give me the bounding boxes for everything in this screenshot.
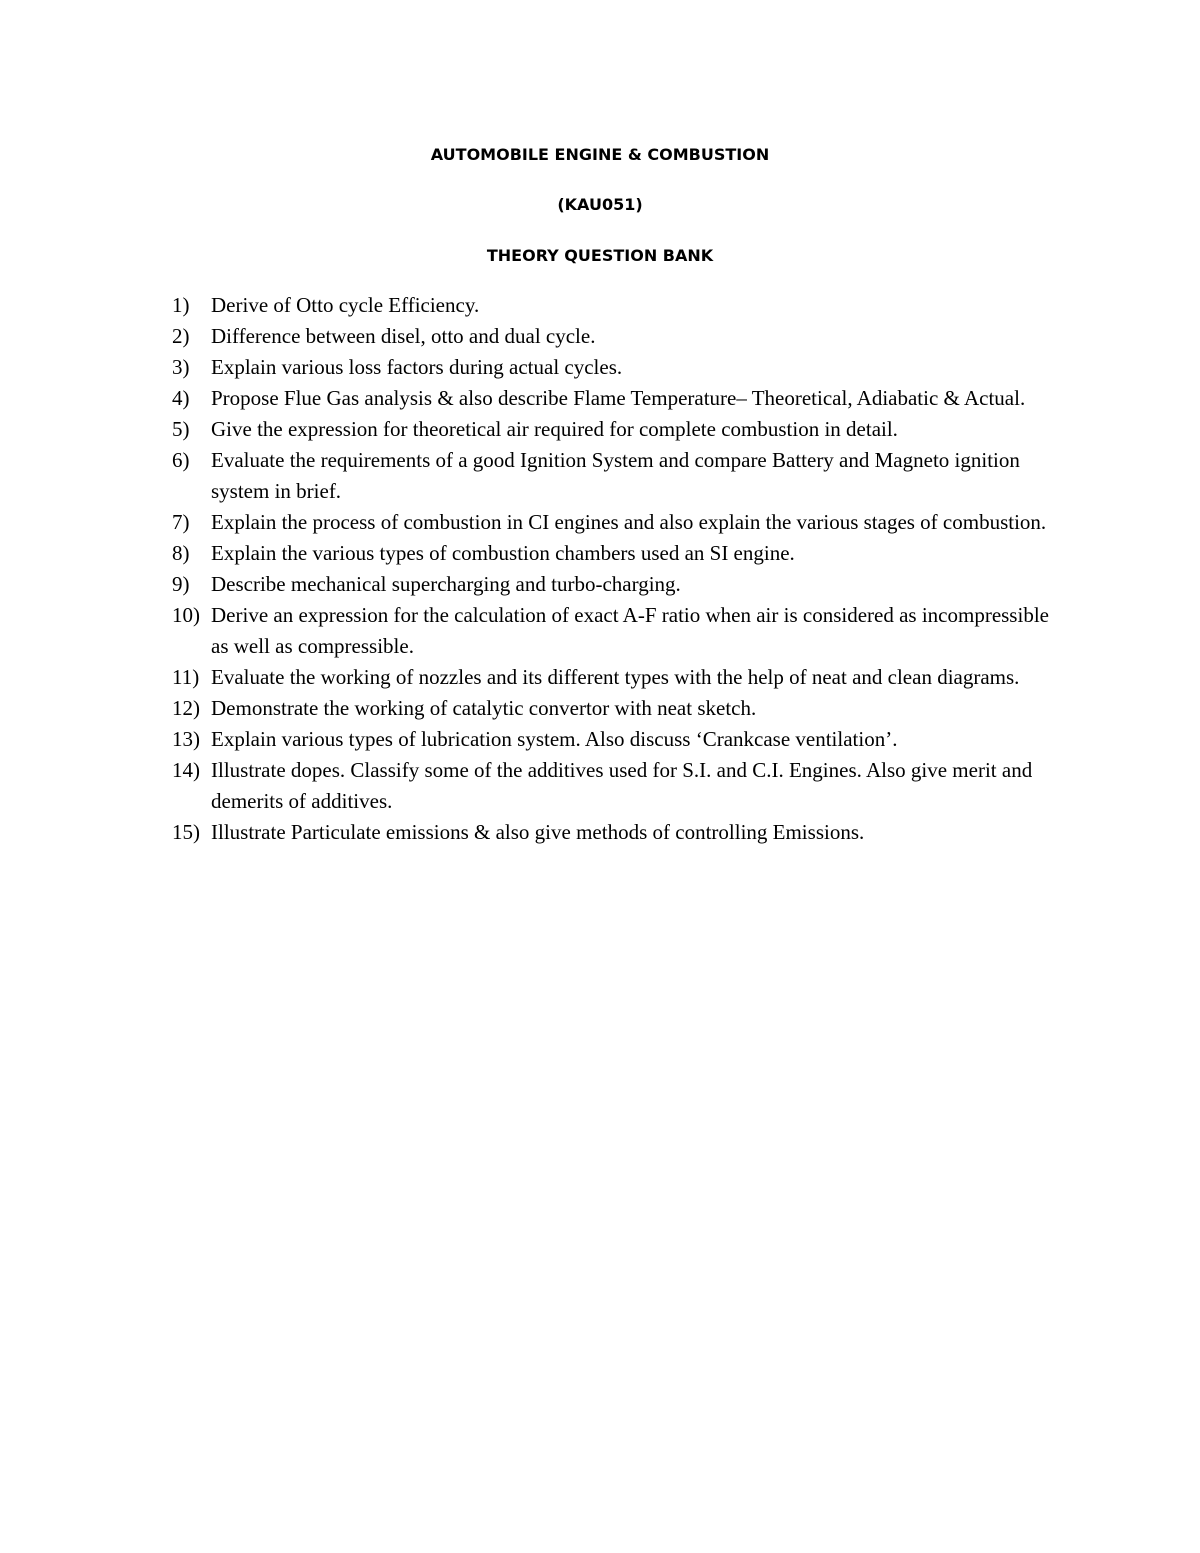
question-item [172,383,1062,414]
question-text: Explain the process of combustion in CI engines and also explain the various stages of combustion. [211,510,1047,534]
question-item [172,414,1062,445]
course-code: (KAU051) [557,195,643,214]
question-item [172,600,1062,662]
question-number: 8) [172,541,190,565]
question-text: Evaluate the working of nozzles and its different types with the help of neat and clean diagrams. [211,665,1020,689]
question-item [172,538,1062,569]
question-text: Illustrate Particulate emissions & also give methods of controlling Emissions. [211,820,865,844]
question-number: 2) [172,324,190,348]
question-item [172,445,1062,507]
question-item [172,569,1062,600]
question-text: Explain the various types of combustion chambers used an SI engine. [211,541,795,565]
question-number: 10) [172,603,200,627]
question-text: Explain various types of lubrication system. Also discuss ‘Crankcase ventilation’. [211,727,898,751]
question-number: 3) [172,355,190,379]
question-item [172,352,1062,383]
question-text: Explain various loss factors during actual cycles. [211,355,623,379]
question-item [172,724,1062,755]
question-number: 14) [172,758,200,782]
question-text: Evaluate the requirements of a good Ignition System and compare Battery and Magneto ignition system in brief. [211,448,1020,503]
question-text: Illustrate dopes. Classify some of the additives used for S.I. and C.I. Engines. Also give merit and demerits of additives. [211,758,1033,813]
question-text: Describe mechanical supercharging and turbo-charging. [211,572,681,596]
question-number: 13) [172,727,200,751]
question-item [172,507,1062,538]
question-item [172,290,1062,321]
question-text: Derive of Otto cycle Efficiency. [211,293,480,317]
question-number: 4) [172,386,190,410]
question-item [172,755,1062,817]
question-item [172,693,1062,724]
question-text: Demonstrate the working of catalytic convertor with neat sketch. [211,696,757,720]
question-number: 11) [172,665,200,689]
question-item [172,817,1062,848]
question-number: 15) [172,820,200,844]
question-number: 9) [172,572,190,596]
question-item [172,662,1062,693]
question-text: Propose Flue Gas analysis & also describe Flame Temperature– Theoretical, Adiabatic & Actual. [211,386,1026,410]
question-number: 7) [172,510,190,534]
question-number: 5) [172,417,190,441]
question-number: 1) [172,293,190,317]
question-text: Derive an expression for the calculation of exact A-F ratio when air is considered as incompressible as well as compressible. [211,603,1049,658]
question-number: 12) [172,696,200,720]
question-item [172,321,1062,352]
question-text: Give the expression for theoretical air required for complete combustion in detail. [211,417,898,441]
question-number: 6) [172,448,190,472]
question-text: Difference between disel, otto and dual cycle. [211,324,596,348]
question-list [172,290,1062,848]
document-title: AUTOMOBILE ENGINE & COMBUSTION [430,145,770,164]
document-subtitle: THEORY QUESTION BANK [486,246,714,265]
